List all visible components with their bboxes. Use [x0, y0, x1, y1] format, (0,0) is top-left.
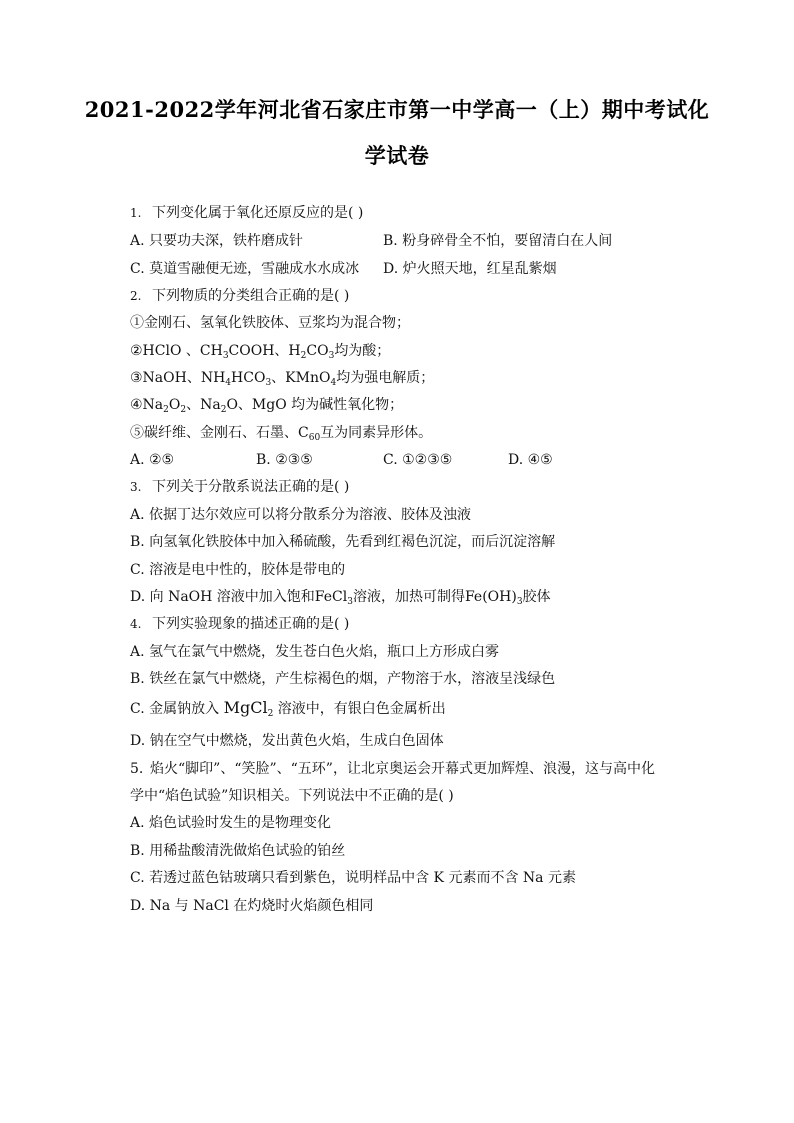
q5-option-d: D. Na 与 NaCl 在灼烧时火焰颜色相同	[130, 898, 374, 914]
question-5	[130, 760, 655, 778]
q3-option-b: B. 向氢氧化铁胶体中加入稀硫酸，先看到红褐色沉淀，而后沉淀溶解	[130, 534, 556, 550]
q5-option-a: A. 焰色试验时发生的是物理变化	[130, 815, 332, 831]
q1-option-c: C. 莫道雪融便无迹，雪融成水水成冰	[130, 261, 360, 277]
q2-statement-4: $④Na_2O_2$、$Na_2O$、MgO 均为碱性氧化物；	[130, 397, 404, 415]
question-number: 4.	[130, 617, 142, 631]
question-1	[130, 204, 363, 222]
question-number: 5.	[130, 761, 144, 777]
q1-option-d: D. 炉火照天地，红星乱紫烟	[383, 261, 557, 277]
question-number: 3.	[130, 480, 142, 494]
q2-option-b: B. ②③⑤	[256, 452, 313, 468]
question-number: 2.	[130, 289, 142, 303]
exam-title-line1: 2021-2022学年河北省石家庄市第一中学高一（上）期中考试化	[84, 97, 710, 122]
question-stem: 下列关于分散系说法正确的是( )	[152, 479, 350, 495]
q4-option-b: B. 铁丝在氯气中燃烧，产生棕褐色的烟，产物溶于水，溶液呈浅绿色	[130, 671, 556, 687]
question-stem: 下列物质的分类组合正确的是( )	[152, 288, 350, 304]
question-stem-line1: 焰火“脚印”、“笑脸”、“五环”，让北京奥运会开幕式更加辉煌、浪漫，这与高中化	[150, 761, 655, 777]
question-4	[130, 615, 349, 633]
q4-option-c: C. 金属钠放入 MgCl$_2$ 溶液中，有银白色金属析出	[130, 698, 446, 719]
question-stem: 下列实验现象的描述正确的是( )	[152, 616, 350, 632]
q1-option-a: A. 只要功夫深，铁杵磨成针	[130, 233, 304, 249]
q2-statement-1: ①金刚石、氢氧化铁胶体、豆浆均为混合物；	[130, 315, 410, 331]
q4-option-d: D. 钠在空气中燃烧，发出黄色火焰，生成白色固体	[130, 733, 444, 749]
q3-option-a: A. 依据丁达尔效应可以将分散系分为溶液、胶体及浊液	[130, 507, 472, 523]
q5-option-c: C. 若透过蓝色钴玻璃只看到紫色，说明样品中含 K 元素而不含 Na 元素	[130, 870, 576, 886]
q4-option-a: A. 氢气在氯气中燃烧，发生苍白色火焰，瓶口上方形成白雾	[130, 644, 500, 660]
q2-statement-2: ②HClO 、$CH_3COOH$、$H_2CO_3$均为酸；	[130, 343, 391, 361]
q2-statement-3: ③NaOH、$NH_4HCO_3$、KMnO$_4$均为强电解质；	[130, 370, 435, 388]
q3-option-c: C. 溶液是电中性的，胶体是带电的	[130, 562, 346, 578]
q2-option-c: C. ①②③⑤	[383, 452, 453, 468]
exam-title-line2: 学试卷	[364, 143, 430, 168]
question-3	[130, 478, 349, 496]
question-stem-line2: 学中“焰色试验”知识相关。下列说法中不正确的是( )	[130, 788, 454, 804]
q1-option-b: B. 粉身碎骨全不怕，要留清白在人间	[383, 233, 613, 249]
question-2	[130, 287, 349, 305]
q2-statement-5: ⑤碳纤维、金刚石、石墨、$C_{60}$互为同素异形体。	[130, 425, 433, 443]
question-number: 1.	[130, 206, 142, 220]
q2-option-a: A. ②⑤	[130, 452, 175, 468]
q5-option-b: B. 用稀盐酸清洗做焰色试验的铂丝	[130, 843, 346, 859]
q3-option-d: D. 向 NaOH 溶液中加入饱和FeCl$_3$溶液，加热可制得$Fe(OH)_3$胶体	[130, 589, 551, 607]
q2-option-d: D. ④⑤	[508, 452, 553, 468]
question-stem: 下列变化属于氧化还原反应的是( )	[152, 205, 364, 221]
